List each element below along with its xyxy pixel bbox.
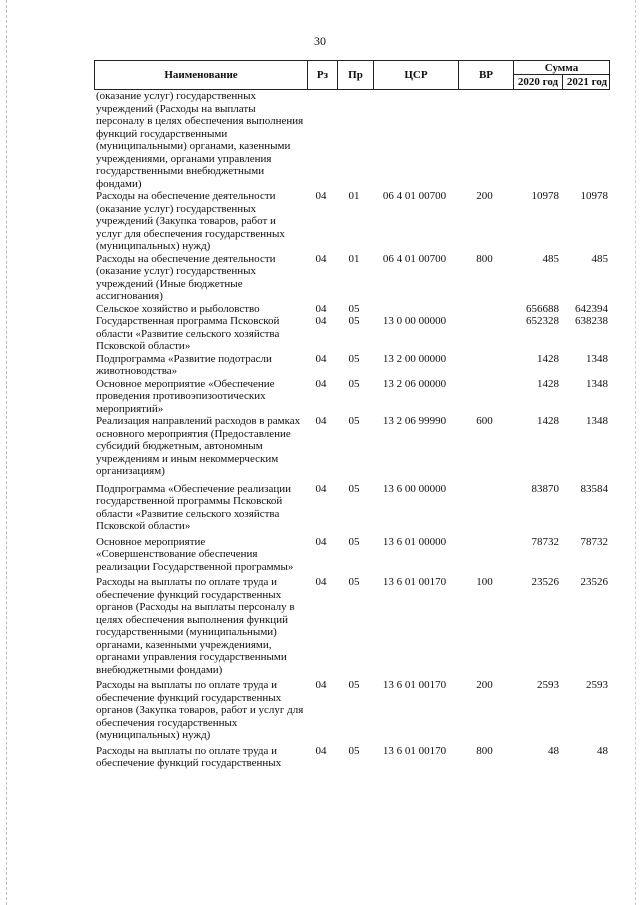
row-pr: 05 xyxy=(348,576,360,588)
header-sum: Сумма xyxy=(513,61,609,75)
table-row xyxy=(94,353,610,378)
header-name: Наименование xyxy=(164,69,238,81)
row-csr: 13 6 01 00000 xyxy=(382,535,447,548)
table-row xyxy=(94,745,610,770)
row-2021: 48 xyxy=(597,744,608,757)
row-csr: 13 2 00 00000 xyxy=(382,352,447,365)
row-2021: 1348 xyxy=(586,377,608,390)
table-row xyxy=(94,536,610,574)
row-vr: 200 xyxy=(476,679,493,691)
row-pr: 01 xyxy=(348,252,360,265)
scan-edge-right xyxy=(635,0,636,905)
row-2020: 656688 xyxy=(526,302,559,315)
header-vr: ВР xyxy=(458,61,513,89)
row-2021: 78732 xyxy=(580,535,608,548)
row-2020: 23526 xyxy=(531,576,559,588)
row-name: Расходы на выплаты по оплате труда и обеспечение функций государственных органов (Расходы на выплаты персоналу в целях обеспечения выполнения функций государственными (муниципальными) органами, казенными учреждениями, органами управления государственными внебюджетными фондами) xyxy=(96,576,295,676)
table-row xyxy=(94,90,610,190)
row-vr: 800 xyxy=(476,252,493,265)
budget-table xyxy=(94,60,610,770)
row-2020: 83870 xyxy=(531,482,559,495)
row-name: Государственная программа Псковской области «Развитие сельского хозяйства Псковской области» xyxy=(96,315,280,352)
row-name: Расходы на обеспечение деятельности (оказание услуг) государственных учреждений (Закупка товаров, работ и услуг для обеспечения государственных (муниципальных) нужд) xyxy=(96,190,285,252)
row-rz: 04 xyxy=(315,190,327,202)
row-csr: 06 4 01 00700 xyxy=(382,252,447,265)
row-2020: 78732 xyxy=(531,535,559,548)
row-name: Расходы на обеспечение деятельности (оказание услуг) государственных учреждений (Иные бюджетные ассигнования) xyxy=(96,252,276,302)
row-pr: 05 xyxy=(348,377,360,390)
row-name: Сельское хозяйство и рыболовство xyxy=(96,302,260,315)
row-rz: 04 xyxy=(315,302,327,315)
row-pr: 05 xyxy=(348,744,360,757)
header-2021: 2021 год xyxy=(562,75,611,89)
header-csr: ЦСР xyxy=(373,61,458,89)
table-row xyxy=(94,315,610,353)
row-2020: 485 xyxy=(542,252,559,265)
row-csr: 06 4 01 00700 xyxy=(382,190,447,202)
row-vr: 200 xyxy=(476,190,493,202)
row-pr: 05 xyxy=(348,482,360,495)
row-2021: 1348 xyxy=(586,352,608,365)
row-rz: 04 xyxy=(315,415,327,427)
row-name: Подпрограмма «Развитие подотрасли животноводства» xyxy=(96,352,272,377)
row-csr: 13 6 01 00170 xyxy=(382,576,447,588)
row-2021: 1348 xyxy=(586,415,608,427)
row-pr: 01 xyxy=(348,190,360,202)
scan-edge-left xyxy=(6,0,7,905)
table-row xyxy=(94,303,610,316)
row-pr: 05 xyxy=(348,535,360,548)
row-2020: 48 xyxy=(548,744,559,757)
row-pr: 05 xyxy=(348,679,360,691)
row-csr: 13 0 00 00000 xyxy=(382,315,447,327)
table-row xyxy=(94,415,610,478)
row-name: Расходы на выплаты по оплате труда и обеспечение функций государственных органов (Закупка товаров, работ и услуг для обеспечения государственных (муниципальных) нужд) xyxy=(96,679,304,741)
row-2021: 23526 xyxy=(580,576,608,588)
row-2021: 642394 xyxy=(575,302,608,315)
row-csr: 13 6 01 00170 xyxy=(382,679,447,691)
table-row xyxy=(94,253,610,303)
row-2020: 1428 xyxy=(537,415,559,427)
row-rz: 04 xyxy=(315,377,327,390)
row-vr: 100 xyxy=(476,576,493,588)
row-name: Основное мероприятие «Совершенствование обеспечения реализации Государственной программы» xyxy=(96,535,294,573)
row-rz: 04 xyxy=(315,252,327,265)
row-name: Реализация направлений расходов в рамках основного мероприятия (Предоставление субсидий бюджетным, автономным учреждениям и иным некоммерческим организациям) xyxy=(96,415,301,477)
row-2020: 1428 xyxy=(537,377,559,390)
row-rz: 04 xyxy=(315,535,327,548)
row-pr: 05 xyxy=(348,352,360,365)
row-rz: 04 xyxy=(315,315,327,327)
row-csr: 13 2 06 99990 xyxy=(382,415,447,427)
row-name: Основное мероприятие «Обеспечение проведения противоэпизоотических мероприятий» xyxy=(96,377,275,415)
row-2021: 2593 xyxy=(586,679,608,691)
row-2021: 83584 xyxy=(580,482,608,495)
row-2020: 1428 xyxy=(537,352,559,365)
header-2020: 2020 год xyxy=(513,75,562,89)
row-2021: 638238 xyxy=(575,315,608,327)
header-rz: Рз xyxy=(307,61,337,89)
row-rz: 04 xyxy=(315,576,327,588)
row-vr: 800 xyxy=(476,744,493,757)
row-csr: 13 6 01 00170 xyxy=(382,744,447,757)
row-name: Расходы на выплаты по оплате труда и обеспечение функций государственных xyxy=(96,744,282,769)
table-row xyxy=(94,378,610,416)
row-csr: 13 6 00 00000 xyxy=(382,482,447,495)
page-number: 30 xyxy=(314,34,326,48)
row-2020: 2593 xyxy=(537,679,559,691)
row-rz: 04 xyxy=(315,744,327,757)
row-pr: 05 xyxy=(348,415,360,427)
row-2020: 652328 xyxy=(526,315,559,327)
table-row xyxy=(94,483,610,533)
table-body xyxy=(94,90,610,770)
row-2021: 10978 xyxy=(580,190,608,202)
row-rz: 04 xyxy=(315,679,327,691)
row-2020: 10978 xyxy=(531,190,559,202)
table-row xyxy=(94,190,610,253)
row-rz: 04 xyxy=(315,482,327,495)
table-row xyxy=(94,576,610,676)
table-header xyxy=(94,60,610,90)
row-name: (оказание услуг) государственных учреждений (Расходы на выплаты персоналу в целях обеспечения выполнения функций государственными (муниципальными) органами, казенными учреждениями, органами управления государственными внебюджетными фондами) xyxy=(96,90,304,190)
row-vr: 600 xyxy=(476,415,493,427)
row-pr: 05 xyxy=(348,302,360,315)
table-row xyxy=(94,679,610,742)
row-rz: 04 xyxy=(315,352,327,365)
row-pr: 05 xyxy=(348,315,360,327)
row-2021: 485 xyxy=(591,252,608,265)
row-name: Подпрограмма «Обеспечение реализации государственной программы Псковской области «Развитие сельского хозяйства Псковской области» xyxy=(96,482,291,532)
header-pr: Пр xyxy=(337,61,373,89)
row-csr: 13 2 06 00000 xyxy=(382,377,447,390)
